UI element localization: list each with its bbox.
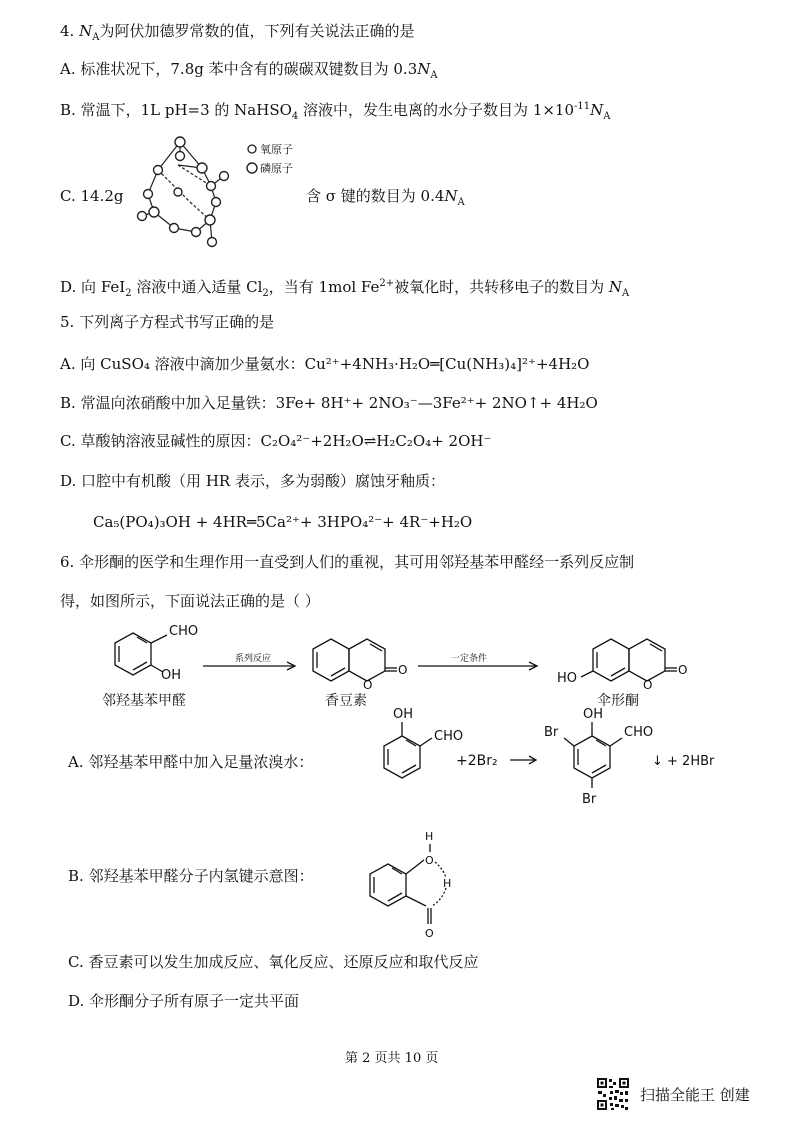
name-umbelliferone: 伞形酮 (597, 693, 639, 709)
scanner-brand-text: 扫描全能王 创建 (640, 1086, 750, 1104)
page-number: 第 2 页共 10 页 (345, 1051, 439, 1066)
svg-text:O: O (678, 663, 688, 677)
legend-phosphorus: 磷原子 (260, 162, 293, 175)
name-coumarin: 香豆素 (325, 693, 367, 709)
qr-code-icon (596, 1077, 630, 1111)
svg-text:O: O (643, 678, 653, 692)
name-salicylaldehyde: 邻羟基苯甲醛 (102, 693, 186, 709)
ho-label: HO (557, 671, 578, 686)
svg-text:H: H (443, 877, 452, 890)
br-label: Br (544, 725, 559, 740)
q4-stem: 4. $N_A$为阿伏加德罗常数的值，下列有关说法正确的是 (60, 22, 415, 43)
plus-br2: +2Br₂ (456, 753, 498, 769)
p-atom (175, 137, 185, 147)
q6-option-c: C. 香豆素可以发生加成反应、氧化反应、还原反应和取代反应 (68, 953, 479, 971)
q6-option-b: B. 邻羟基苯甲醛分子内氢键示意图： (68, 867, 314, 885)
arrow-label-2: 一定条件 (451, 654, 488, 664)
h-label: H (425, 830, 434, 843)
svg-text:OH: OH (583, 707, 604, 722)
svg-text:O: O (425, 927, 434, 940)
q6-option-d: D. 伞形酮分子所有原子一定共平面 (68, 992, 300, 1010)
q6-stem-line1: 6. 伞形酮的医学和生理作用一直受到人们的重视，其可用邻羟基苯甲醛经一系列反应制 (60, 553, 635, 571)
product-label: ↓ + 2HBr (652, 754, 715, 769)
q5-option-b: B. 常温向浓硝酸中加入足量铁：3Fe+ 8H⁺+ 2NO₃⁻—3Fe²⁺+ 2NO↑+ 4H₂O (60, 394, 598, 412)
hydrogen-bond-diagram (360, 820, 480, 940)
q6-stem-line2: 得，如图所示，下面说法正确的是（ ） (60, 592, 320, 610)
benzene-ring (115, 633, 151, 675)
q5-option-d: D. 口腔中有机酸（用 HR 表示，多为弱酸）腐蚀牙釉质： (60, 472, 445, 490)
legend-oxygen: 氧原子 (260, 143, 293, 156)
bromination-equation (360, 700, 740, 810)
q5-option-a: A. 向 CuSO₄ 溶液中滴加少量氨水：Cu²⁺+4NH₃·H₂O═[Cu(NH₃)₄]²⁺+4H₂O (60, 355, 590, 373)
q4-option-b: B. 常温下，1L pH=3 的 NaHSO$_4$ 溶液中，发生电离的水分子数目为 $1\times 10^{-11}N_A$ (60, 101, 611, 122)
p4o10-structure-diagram (128, 132, 318, 262)
q4-option-d: D. 向 FeI$_2$ 溶液中通入适量 $Cl_2$，当有 1mol $Fe^{2+}$被氧化时，共转移电子的数目为 $N_A$ (60, 278, 630, 299)
cho-label: CHO (169, 624, 199, 639)
oh-label: OH (161, 668, 182, 683)
svg-text:Br: Br (582, 792, 597, 807)
arrow-label-1: 系列反应 (235, 654, 272, 664)
carbonyl-o-label: O (398, 663, 408, 677)
o-label: O (425, 854, 434, 867)
reaction-scheme (95, 615, 735, 705)
q4-option-a: A. 标准状况下，7.8g 苯中含有的碳碳双键数目为 $0.3N_A$ (60, 60, 438, 81)
q6-option-a: A. 邻羟基苯甲醛中加入足量浓溴水： (68, 753, 314, 771)
q4-option-c-label: C. 14.2g (60, 187, 124, 205)
svg-text:OH: OH (393, 707, 414, 722)
q5-option-d-equation: Ca₅(PO₄)₃OH + 4HR═5Ca²⁺+ 3HPO₄²⁻+ 4R⁻+H₂O (93, 513, 473, 531)
q4-option-c-text: 含 σ 键的数目为 $0.4N_A$ (306, 187, 465, 208)
svg-text:CHO: CHO (434, 729, 464, 744)
svg-text:CHO: CHO (624, 725, 654, 740)
q5-option-c: C. 草酸钠溶液显碱性的原因：C₂O₄²⁻+2H₂O⇌H₂C₂O₄+ 2OH⁻ (60, 432, 492, 450)
ring-o-label: O (363, 678, 373, 692)
q5-stem: 5. 下列离子方程式书写正确的是 (60, 313, 275, 331)
